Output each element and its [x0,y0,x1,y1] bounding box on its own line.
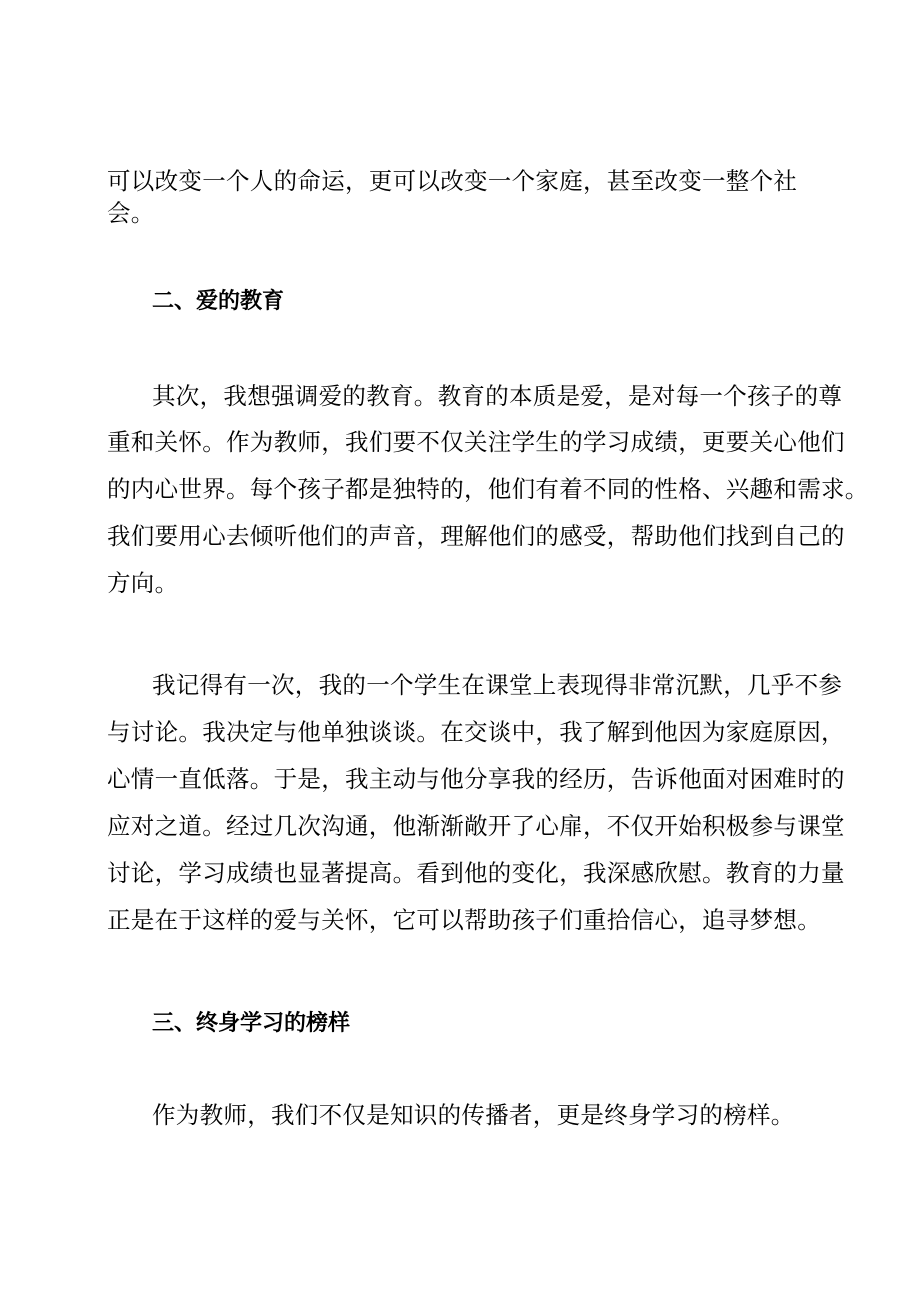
text-line: 会。 [107,199,155,227]
text-line: 我记得有一次，我的一个学生在课堂上表现得非常沉默，几乎不参 [152,671,843,699]
text-line: 方向。 [107,569,179,597]
text-line: 可以改变一个人的命运，更可以改变一个家庭，甚至改变一整个社 [107,167,798,195]
text-line: 的内心世界。每个孩子都是独特的，他们有着不同的性格、兴趣和需求。 [107,475,869,503]
text-line: 心情一直低落。于是，我主动与他分享我的经历，告诉他面对困难时的 [107,765,845,793]
text-line: 我们要用心去倾听他们的声音，理解他们的感受，帮助他们找到自己的 [107,522,845,550]
text-line: 重和关怀。作为教师，我们要不仅关注学生的学习成绩，更要关心他们 [107,428,845,456]
text-line: 应对之道。经过几次沟通，他渐渐敞开了心扉，不仅开始积极参与课堂 [107,812,845,840]
text-line: 与讨论。我决定与他单独谈谈。在交谈中，我了解到他因为家庭原因， [107,718,845,746]
text-line: 其次，我想强调爱的教育。教育的本质是爱，是对每一个孩子的尊 [152,382,843,410]
section-heading-love-education: 二、爱的教育 [152,289,285,314]
section-heading-lifelong-learning: 三、终身学习的榜样 [152,1011,351,1036]
text-line: 正是在于这样的爱与关怀，它可以帮助孩子们重拾信心，追寻梦想。 [107,906,821,934]
text-line: 讨论，学习成绩也显著提高。看到他的变化，我深感欣慰。教育的力量 [107,859,845,887]
text-line: 作为教师，我们不仅是知识的传播者，更是终身学习的榜样。 [152,1101,795,1129]
